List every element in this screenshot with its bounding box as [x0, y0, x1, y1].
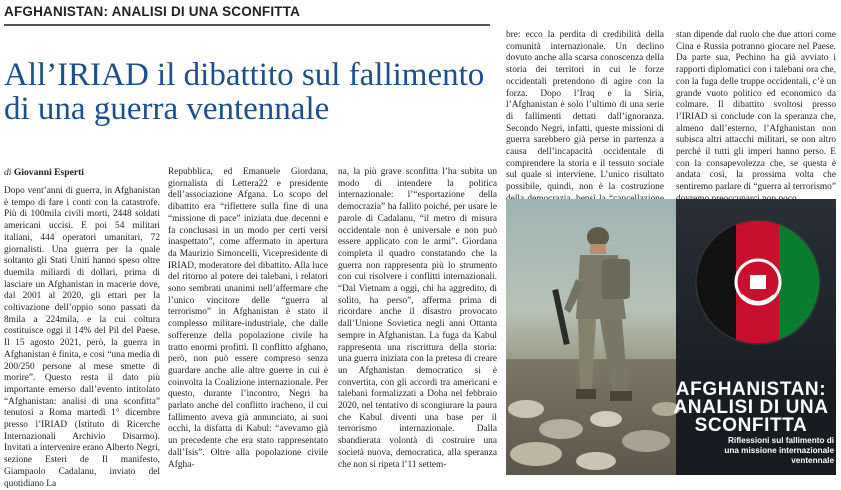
headline: [4, 58, 504, 126]
column-4-text: bre: ecco la perdita di credibilità della comunità internazionale. Un declino dovuto anche alla scarsa conoscenza della storia dei territori in cui le forze occidentali pretendono di agire con la forza. Dopo l’Iraq e la Siria, l’Afghanistan è solo l’ultimo di una serie di fallimenti dettati dall’ignoranza. Secondo Negri, infatti, queste missioni di guerra sarebbero già perse in partenza a causa dell’incapacità occidentale di comprendere la storia e il tessuto sociale sul quale si interviene. L’unico risultato possibile, quindi, non è la costruzione: [506, 30, 664, 193]
article-column-2: [168, 167, 328, 471]
article-photo: [506, 199, 836, 475]
photo-title: [666, 381, 836, 435]
headline-line-1: All’IRIAD il dibattito sul fallimento: [4, 57, 485, 93]
article-column-1: [4, 186, 160, 490]
column-3-text: na, la più grave sconfitta l’ha subita un modo di intendere la politica internazionale: l’“esportazione della democrazia” ha fallito poiché, per usare le parole di Cadalanu, “il metro di misura occidentale non è universale e non può essere applicato con le armi”. Giordana completa il quadro constatando che la guerra non rappresenta più lo strumento con cui risolvere i conflitti internazionali. “Dal Vietnam a oggi, chi ha aggredito, di solito, ha perso”, afferma prima di ricordare anche il disastro provocato dall’Unione Sovietica negli anni Ottanta sempre in Afghanistan. La fuga da Kabul rappresenta una riscrittura della storia: una guerra iniziata con la pretesa di creare un Afghanistan democratico si è convertita, con gli accordi tra americani e talebani formalizzati a Doha nel febbraio 2020, nel tentativo di scongiurare la paura che Kabul diventi una base per il terrorismo internazionale. Dalla sbandierata volontà di costruire una società nuova, democratica, alla speranza che non si ripeta l’11 settem-: [338, 167, 497, 470]
afghan-flag-icon: [693, 217, 823, 347]
photo-title-line-2: ANALISI DI UNA: [673, 397, 829, 418]
column-2-text: Repubblica, ed Emanuele Giordana, giornalista di Lettera22 e presidente dell’associazione Afgana. Lo scopo del dibattito era “riflettere sulla fine di una “missione di pace” iniziata due decenni e fa conclusasi in un modo per certi versi inaspettato”, come affermato in apertura da Maurizio Simoncelli, Vicepresidente di IRIAD, moderatore del dibattito. Alla luce del ritorno al potere dei talebani, i relatori sono sembrati unanimi nell’affermare che l’unico vincitore delle “guerra al terrorismo” in Afghanistan è stato il complesso militare-industriale, che dalle sofferenze della popolazione civile ha tratto enormi profitti. Il conflitto afghano, però, non può essere compreso senza guardare anche alle altre guerre in cui è coinvolta la Coalizione internazionale. Per questo, durante l’incontro, Negri ha parlato anche del conflitto iracheno, il cui fallimento aveva già annunciato, ai suoi occhi, la disfatta di Kabul: “avevamo già un precedente che era stato rappresentato dall’Isis”. Oltre alla popolazione civile Afgha-: [168, 167, 328, 470]
column-1-text: Dopo vent’anni di guerra, in Afghanistan è tempo di fare i conti con la catastrofe. Più di 100mila civili morti, 2448 soldati americani uccisi. E poi 54 militari italiani, 444 operatori umanitari, 72 giornalisti. Una guerra per la quale soltanto gli Stati Uniti hanno speso oltre duemila miliardi di dollari, prima di lasciare un Afghanistan in macerie dove, dal 2001 al 2020, gli ettari per la coltivazione dell’oppio sono passati da 8mila a 224mila, e la cui coltura costituisce oggi il 14% del Pil del Paese. Il 15 agosto 2021, però, la guerra in Afghanistan è finita, e così “una media di 200/250 persone al mese smette di morire”. Questo resta il dato più importante emerso dall’evento intitolato “Afghanistan: analisi di una sconfitta” tenutosi a Roma martedì 1° dicembre presso l’IRIAD (Istituto di Ricerche Internazionali Archivio Disarmo). Invitati a intervenire erano Alberto Negri, sezione Esteri de Il manifesto, Giampaolo Cadalanu, inviato del quotidiano La: [4, 186, 160, 489]
headline-line-2: di una guerra ventennale: [4, 91, 330, 127]
byline-author: Giovanni Esperti: [13, 167, 84, 178]
photo-subtitle: [656, 436, 834, 466]
article-column-3: [338, 167, 497, 471]
photo-title-line-1: AFGHANISTAN:: [675, 379, 827, 400]
photo-subtitle-line-3: ventennale: [791, 456, 834, 465]
article-column-5: [676, 30, 836, 206]
byline-prefix: di: [4, 167, 12, 178]
kicker-rule: [4, 24, 490, 26]
byline: [4, 167, 84, 178]
section-kicker: AFGHANISTAN: ANALISI DI UNA SCONFITTA: [4, 4, 301, 19]
column-5-text: stan dipende dal ruolo che due attori come Cina e Russia potranno giocare nel Paese. Da parte sua, Pechino ha già avviato i rapporti diplomatici con i talebani ora che, con la fuga delle truppe occidentali, c’è un grande vuoto politico ed economico da colmare. Il dibattito svoltosi presso l’IRIAD si conclude con la speranza che, almeno dall’esterno, l’Afghanistan non subisca altri attacchi militari, se non altro perché il tutti gli imperi hanno perso. E con la consapevolezza che, se questa è andata così, la prossima volta che sentiremo parlare di “guerra al terrorismo”: [676, 30, 836, 193]
photo-subtitle-line-2: una missione internazionale: [724, 446, 834, 455]
photo-subtitle-line-1: Riflessioni sul fallimento di: [728, 436, 834, 445]
photo-title-line-3: SCONFITTA: [694, 415, 808, 436]
